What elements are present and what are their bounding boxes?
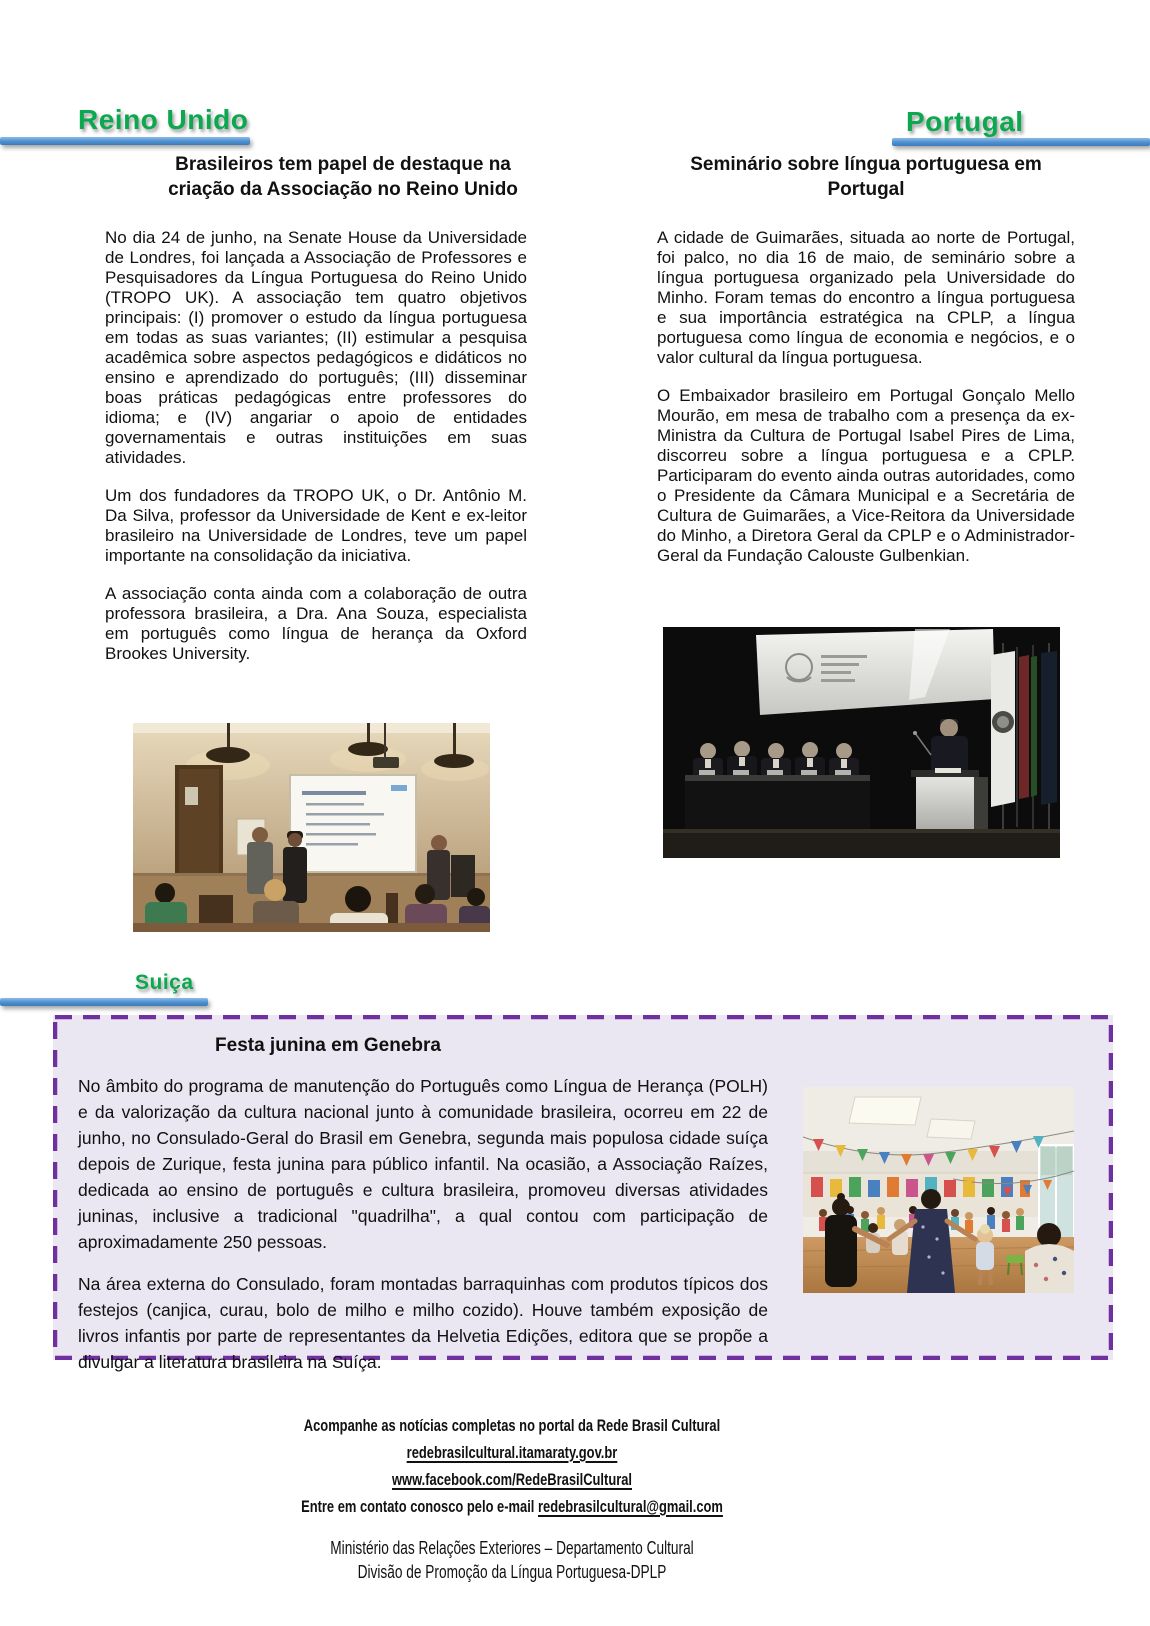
article-portugal [657,152,1075,584]
section-underline-suica [0,998,208,1006]
footer [123,1412,901,1584]
box-title-festa-junina: Festa junina em Genebra [215,1035,441,1056]
article-title-portugal: Seminário sobre língua portuguesa em Portugal [690,154,1042,200]
article-paragraph: O Embaixador brasileiro em Portugal Gonçalo Mello Mourão, em mesa de trabalho com a presença da ex-Ministra da Cultura de Portugal Isabel Pires de Lima, discorreu sobre a língua portuguesa e a CPLP. Participaram do evento ainda outras autoridades, como o Presidente da Câmara Municipal e a Secretária de Cultura de Guimarães, a Vice-Reitora da Universidade do Minho, a Diretora Geral da CPLP e o Administrador-Geral da Fundação Calouste Gulbenkian. [657,386,1075,565]
article-paragraph: A associação conta ainda com a colaboração de outra professora brasileira, a Dra. Ana Souza, especialista em português como língua de herança da Oxford Brookes University. [105,584,527,663]
portugal-seminar-photo [663,627,1060,858]
section-underline-portugal [892,138,1150,146]
section-label-reino-unido: Reino Unido [78,104,249,135]
section-underline-reino-unido [0,137,250,145]
ministry-line-1: Ministério das Relações Exteriores – Departamento Cultural [330,1538,694,1558]
uk-seminar-photo [133,723,490,932]
box-text [78,1073,768,1391]
article-paragraph: Um dos fundadores da TROPO UK, o Dr. Antônio M. Da Silva, professor da Universidade de Kent e ex-leitor brasileiro na Universidade de Londres, teve um papel importante na consolidação da iniciativa. [105,486,527,565]
contact-prefix: Entre em contato conosco pelo e-mail [301,1497,538,1516]
geneva-party-photo [803,1087,1074,1293]
festa-junina-box [53,1015,1113,1372]
article-reino-unido [105,152,527,682]
portal-link[interactable]: redebrasilcultural.itamaraty.gov.br [406,1443,618,1462]
article-paragraph: A cidade de Guimarães, situada ao norte de Portugal, foi palco, no dia 16 de maio, de seminário sobre a língua portuguesa organizado pela Universidade do Minho. Foram temas do encontro a língua portuguesa e sua importância estratégica na CPLP, a língua portuguesa como língua de economia e negócios, e o valor cultural da língua portuguesa. [657,228,1075,367]
uk-seminar-photo-illustration [133,723,490,932]
box-paragraph: No âmbito do programa de manutenção do Português como Língua de Herança (POLH) e da valorização da cultura nacional junto à comunidade brasileira, ocorreu em 22 de junho, no Consulado-Geral do Brasil em Genebra, segunda mais populosa cidade suíça depois de Zurique, festa junina para público infantil. Na ocasião, a Associação Raízes, dedicada ao ensino de português e cultura brasileira, promoveu diversas atividades juninas, inclusive a tradicional "quadrilha", a qual contou com participação de aproximadamente 250 pessoas. [78,1076,768,1252]
section-label-suica: Suiça [135,971,194,994]
section-label-portugal: Portugal [906,106,1024,137]
footer-callout: Acompanhe as notícias completas no portal da Rede Brasil Cultural [303,1416,721,1435]
box-paragraph: Na área externa do Consulado, foram montadas barraquinhas com produtos típicos dos festejos (canjica, curau, bolo de milho e milho cozido). Houve também exposição de livros infantis por parte de representantes da Helvetia Edições, editora que se propõe a divulgar a literatura brasileira na Suíça. [78,1274,768,1372]
article-paragraph: No dia 24 de junho, na Senate House da Universidade de Londres, foi lançada a Associação de Professores e Pesquisadores da Língua Portuguesa do Reino Unido (TROPO UK). A associação tem quatro objetivos principais: (I) promover o estudo da língua portuguesa em todas as suas variantes; (II) estimular a pesquisa acadêmica sobre aspectos pedagógicos e didáticos no ensino e aprendizado do português; (III) disseminar boas práticas pedagógicas entre professores do idioma; e (IV) angariar o apoio de entidades governamentais e outras instituições em suas atividades. [105,228,527,467]
contact-line [123,1493,901,1520]
portugal-seminar-photo-illustration [663,627,1060,858]
contact-email-link[interactable]: redebrasilcultural@gmail.com [537,1497,723,1516]
ministry-line-2: Divisão de Promoção da Língua Portuguesa-DPLP [357,1562,667,1582]
facebook-link[interactable]: www.facebook.com/RedeBrasilCultural [391,1470,633,1489]
geneva-party-photo-illustration [803,1087,1074,1293]
article-title-reino-unido: Brasileiros tem papel de destaque na criação da Associação no Reino Unido [168,154,518,200]
